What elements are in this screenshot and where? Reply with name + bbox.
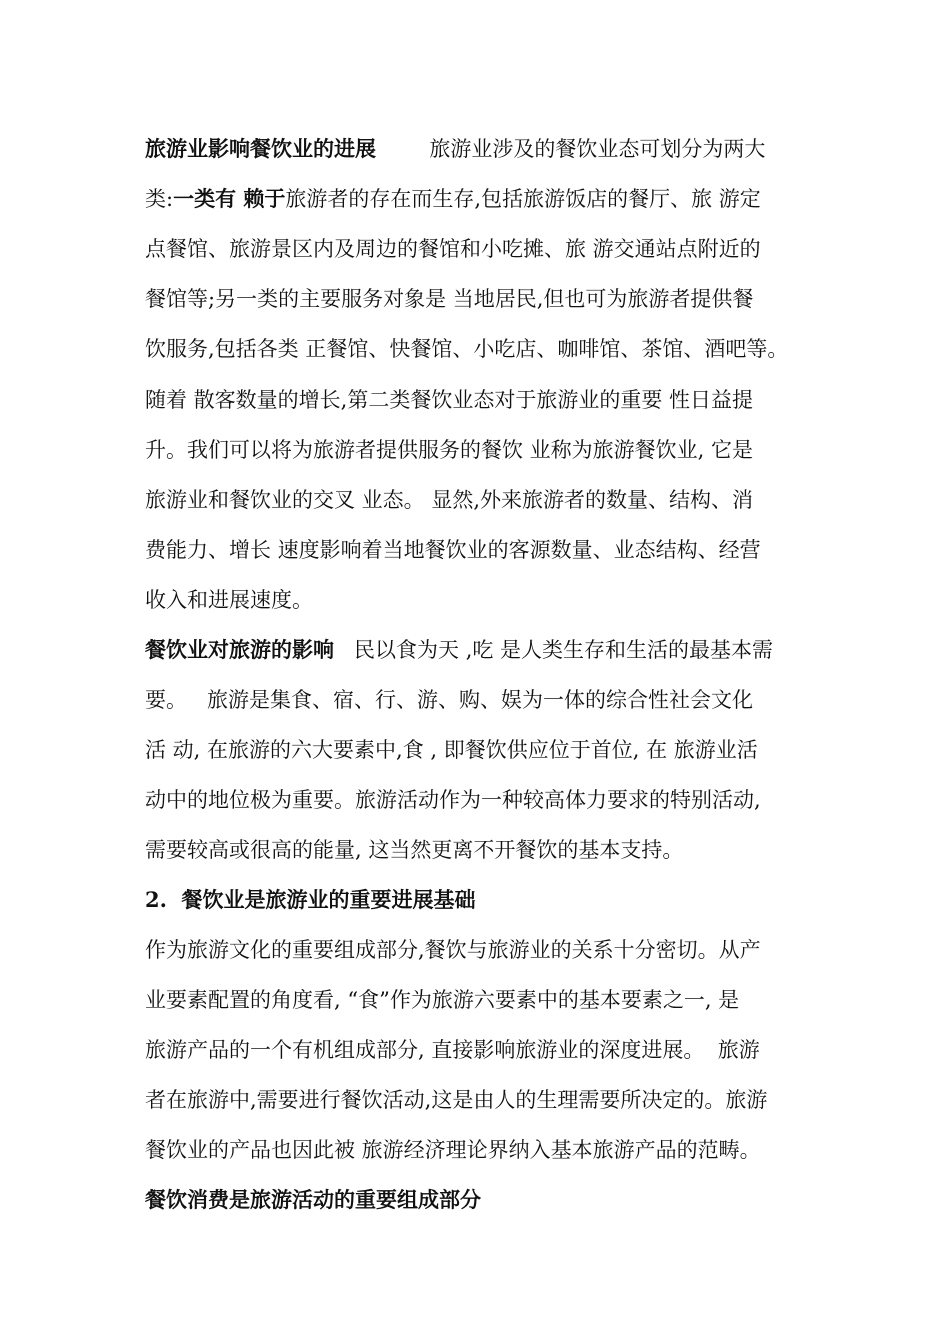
paragraph-line: 者在旅游中,需要进行餐饮活动,这是由人的生理需要所决定的。旅游 [145,1088,768,1112]
paragraph-line [145,633,825,667]
paragraph-line: 升。我们可以将为旅游者提供服务的餐饮 业称为旅游餐饮业, 它是 [145,438,754,462]
paragraph-line: 需要较高或很高的能量, 这当然更离不开餐饮的基本支持。 [145,838,684,862]
paragraph-line: 点餐馆、旅游景区内及周边的餐馆和小吃摊、旅 游交通站点附近的 [145,237,761,261]
body-text: 旅游者的存在而生存,包括旅游饭店的餐厅、旅 游定 [285,187,761,211]
paragraph-line: 随着 散客数量的增长,第二类餐饮业态对于旅游业的重要 性日益提 [145,388,754,412]
paragraph-line: 作为旅游文化的重要组成部分,餐饮与旅游业的关系十分密切。从产 [145,938,761,962]
section-heading: 2. 餐饮业是旅游业的重要进展基础 [145,887,476,912]
paragraph-line: 餐馆等;另一类的主要服务对象是 当地居民,但也可为旅游者提供餐 [145,287,754,311]
paragraph-line: 费能力、增长 速度影响着当地餐饮业的客源数量、业态结构、经营 [145,538,761,562]
body-text: 民以食为天 ,吃 是人类生存和生活的最基本需 [334,638,774,662]
body-text: 类: [145,187,174,211]
paragraph-line: 业要素配置的角度看, “食”作为旅游六要素中的基本要素之一, 是 [145,988,740,1012]
section-heading: 餐饮消费是旅游活动的重要组成部分 [145,1187,481,1212]
paragraph-line: 旅游业和餐饮业的交叉 业态。 显然,外来旅游者的数量、结构、消 [145,488,754,512]
body-text: 旅游业涉及的餐饮业态可划分为两大 [376,137,766,161]
paragraph-line: 饮服务,包括各类 正餐馆、快餐馆、小吃店、咖啡馆、茶馆、酒吧等。 [145,337,789,361]
emphasis-text: 一类有 赖于 [173,186,286,211]
paragraph-line: 餐饮业的产品也因此被 旅游经济理论界纳入基本旅游产品的范畴。 [145,1138,761,1162]
paragraph-line: 收入和进展速度。 [145,588,313,612]
paragraph-line: 要。 旅游是集食、宿、行、游、购、娱为一体的综合性社会文化 [145,688,754,712]
paragraph-line: 动中的地位极为重要。旅游活动作为一种较高体力要求的特别活动, [145,788,761,812]
section-heading: 餐饮业对旅游的影响 [145,637,334,662]
section-heading: 旅游业影响餐饮业的进展 [145,136,376,161]
paragraph-line [145,132,825,166]
paragraph-line [145,182,825,216]
paragraph-line: 旅游产品的一个有机组成部分, 直接影响旅游业的深度进展。 旅游 [145,1038,760,1062]
paragraph-line: 活 动, 在旅游的六大要素中,食 , 即餐饮供应位于首位, 在 旅游业活 [145,738,758,762]
